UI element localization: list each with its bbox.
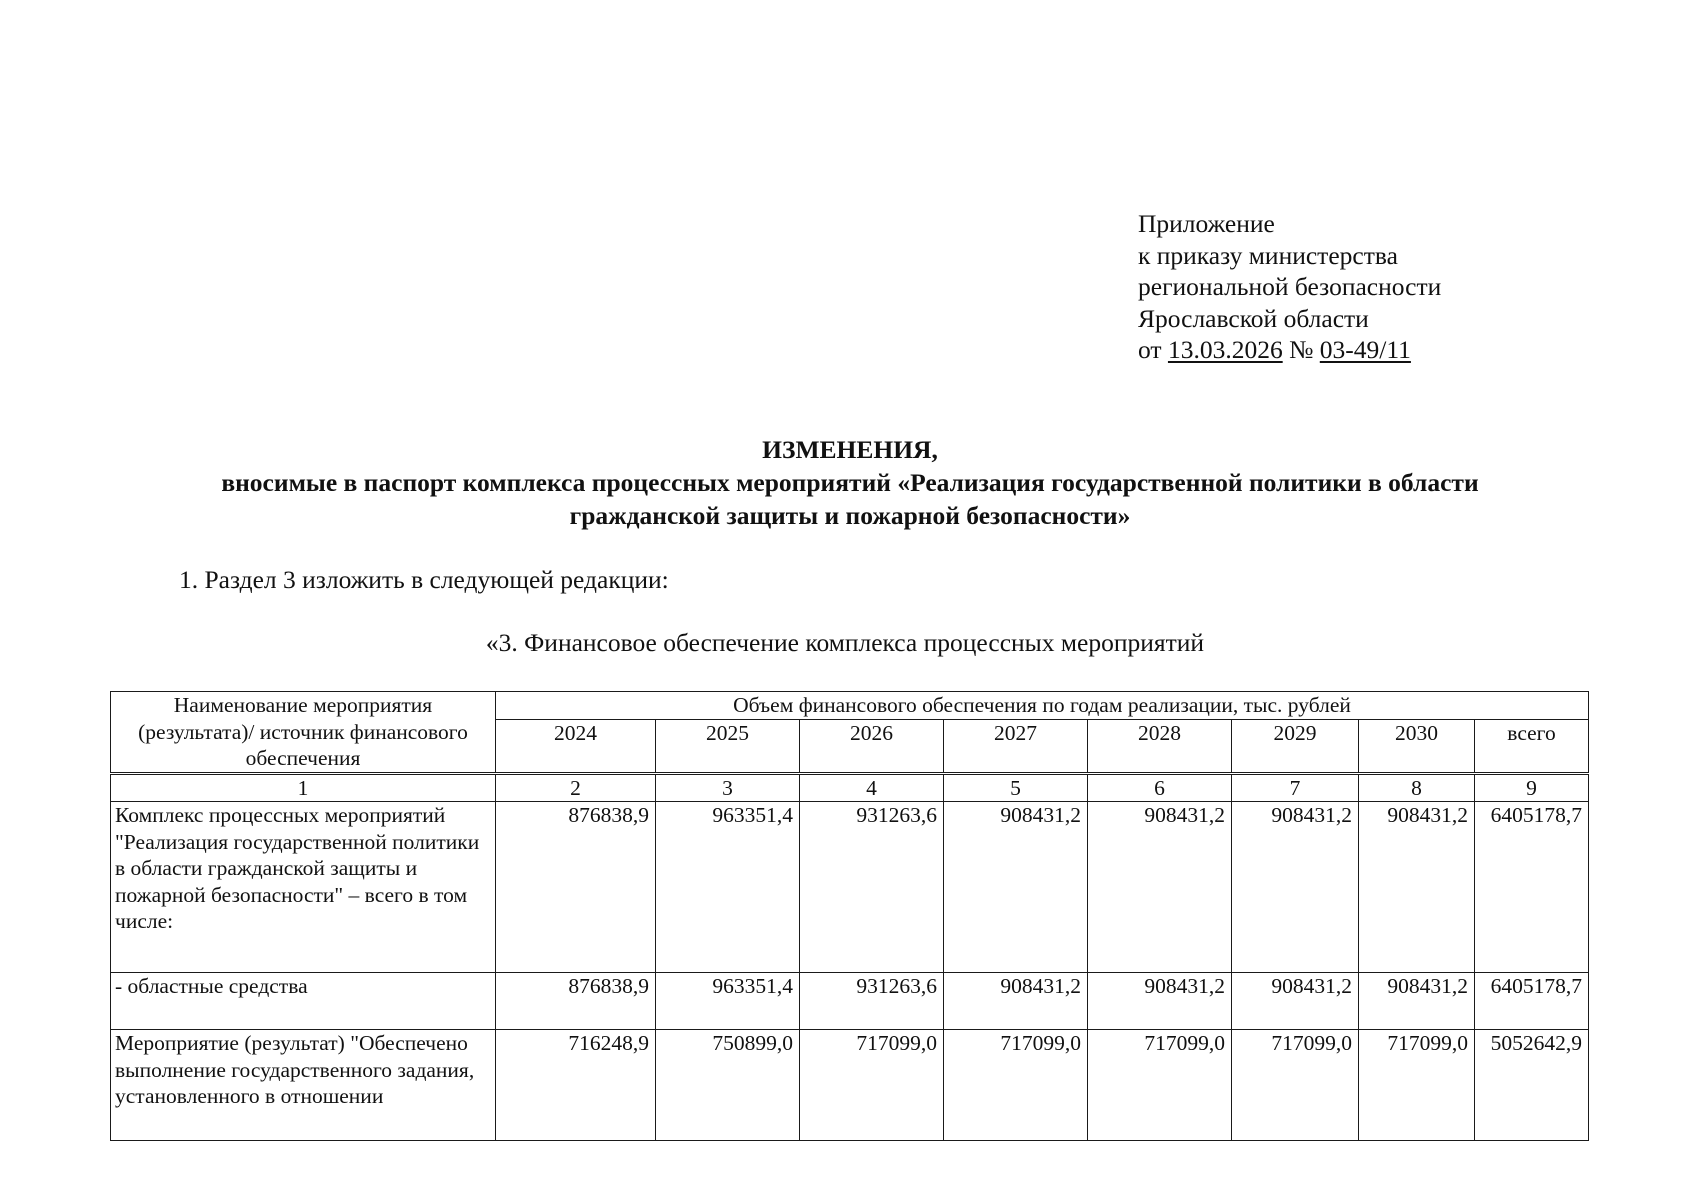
total-cell: 5052642,9 <box>1475 1030 1589 1141</box>
value-cell: 717099,0 <box>1232 1030 1359 1141</box>
appendix-line-1: Приложение <box>1138 209 1275 238</box>
title-main: ИЗМЕНЕНИЯ, <box>762 435 938 464</box>
title-line-3: гражданской защиты и пожарной безопасности» <box>569 501 1131 530</box>
value-cell: 908431,2 <box>1359 973 1475 1030</box>
order-date: 13.03.2026 <box>1167 335 1283 364</box>
row-name-cell: - областные средства <box>111 973 496 1030</box>
column-number: 3 <box>656 773 800 802</box>
value-cell: 716248,9 <box>496 1030 656 1141</box>
value-cell: 908431,2 <box>1088 973 1232 1030</box>
value-cell: 717099,0 <box>800 1030 944 1141</box>
year-header: 2027 <box>944 719 1088 773</box>
table-row <box>111 973 1589 1030</box>
value-cell: 963351,4 <box>656 973 800 1030</box>
year-header: 2029 <box>1232 719 1359 773</box>
appendix-line-4: Ярославской области <box>1138 303 1369 333</box>
value-cell: 963351,4 <box>656 802 800 973</box>
year-header: 2030 <box>1359 719 1475 773</box>
total-cell: 6405178,7 <box>1475 802 1589 973</box>
value-cell: 717099,0 <box>1359 1030 1475 1141</box>
table-row <box>111 802 1589 973</box>
value-cell: 908431,2 <box>944 802 1088 973</box>
year-header: 2028 <box>1088 719 1232 773</box>
value-cell: 908431,2 <box>1232 973 1359 1030</box>
column-number: 6 <box>1088 773 1232 802</box>
appendix-order-line <box>1138 334 1441 366</box>
column-number-row <box>111 773 1589 802</box>
column-number: 5 <box>944 773 1088 802</box>
row-name-cell: Мероприятие (результат) "Обеспечено выполнение государственного задания, установленного в отношении <box>111 1030 496 1141</box>
value-cell: 908431,2 <box>1088 802 1232 973</box>
title-line-2: вносимые в паспорт комплекса процессных мероприятий «Реализация государственной политики в области <box>221 468 1479 497</box>
value-cell: 908431,2 <box>944 973 1088 1030</box>
value-cell: 750899,0 <box>656 1030 800 1141</box>
appendix-from-prefix: от <box>1138 335 1162 364</box>
table-row <box>111 1030 1589 1141</box>
column-number: 7 <box>1232 773 1359 802</box>
total-header: всего <box>1475 719 1589 773</box>
row-name-cell: Комплекс процессных мероприятий "Реализация государственной политики в области гражданской защиты и пожарной безопасности" – всего в том числе: <box>111 802 496 973</box>
value-cell: 908431,2 <box>1359 802 1475 973</box>
order-number: 03-49/11 <box>1319 335 1411 364</box>
appendix-block <box>1138 208 1441 366</box>
section-heading: «3. Финансовое обеспечение комплекса процессных мероприятий <box>485 628 1205 657</box>
value-cell: 717099,0 <box>944 1030 1088 1141</box>
total-cell: 6405178,7 <box>1475 973 1589 1030</box>
appendix-line-3: региональной безопасности <box>1138 272 1442 301</box>
financing-table <box>110 691 1589 1141</box>
header-volume-cell: Объем финансового обеспечения по годам реализации, тыс. рублей <box>496 692 1589 720</box>
column-number: 2 <box>496 773 656 802</box>
column-number: 9 <box>1475 773 1589 802</box>
document-title <box>110 433 1590 532</box>
column-number: 8 <box>1359 773 1475 802</box>
column-number: 4 <box>800 773 944 802</box>
value-cell: 876838,9 <box>496 802 656 973</box>
value-cell: 931263,6 <box>800 973 944 1030</box>
year-header: 2025 <box>656 719 800 773</box>
year-header: 2026 <box>800 719 944 773</box>
number-sign: № <box>1289 335 1314 364</box>
year-header: 2024 <box>496 719 656 773</box>
header-name-cell: Наименование мероприятия (результата)/ источник финансового обеспечения <box>111 692 496 774</box>
value-cell: 908431,2 <box>1232 802 1359 973</box>
table-header-row <box>111 692 1589 720</box>
appendix-line-2: к приказу министерства <box>1138 240 1398 270</box>
value-cell: 876838,9 <box>496 973 656 1030</box>
value-cell: 717099,0 <box>1088 1030 1232 1141</box>
column-number: 1 <box>111 773 496 802</box>
instruction-paragraph: 1. Раздел 3 изложить в следующей редакции: <box>179 565 669 594</box>
value-cell: 931263,6 <box>800 802 944 973</box>
